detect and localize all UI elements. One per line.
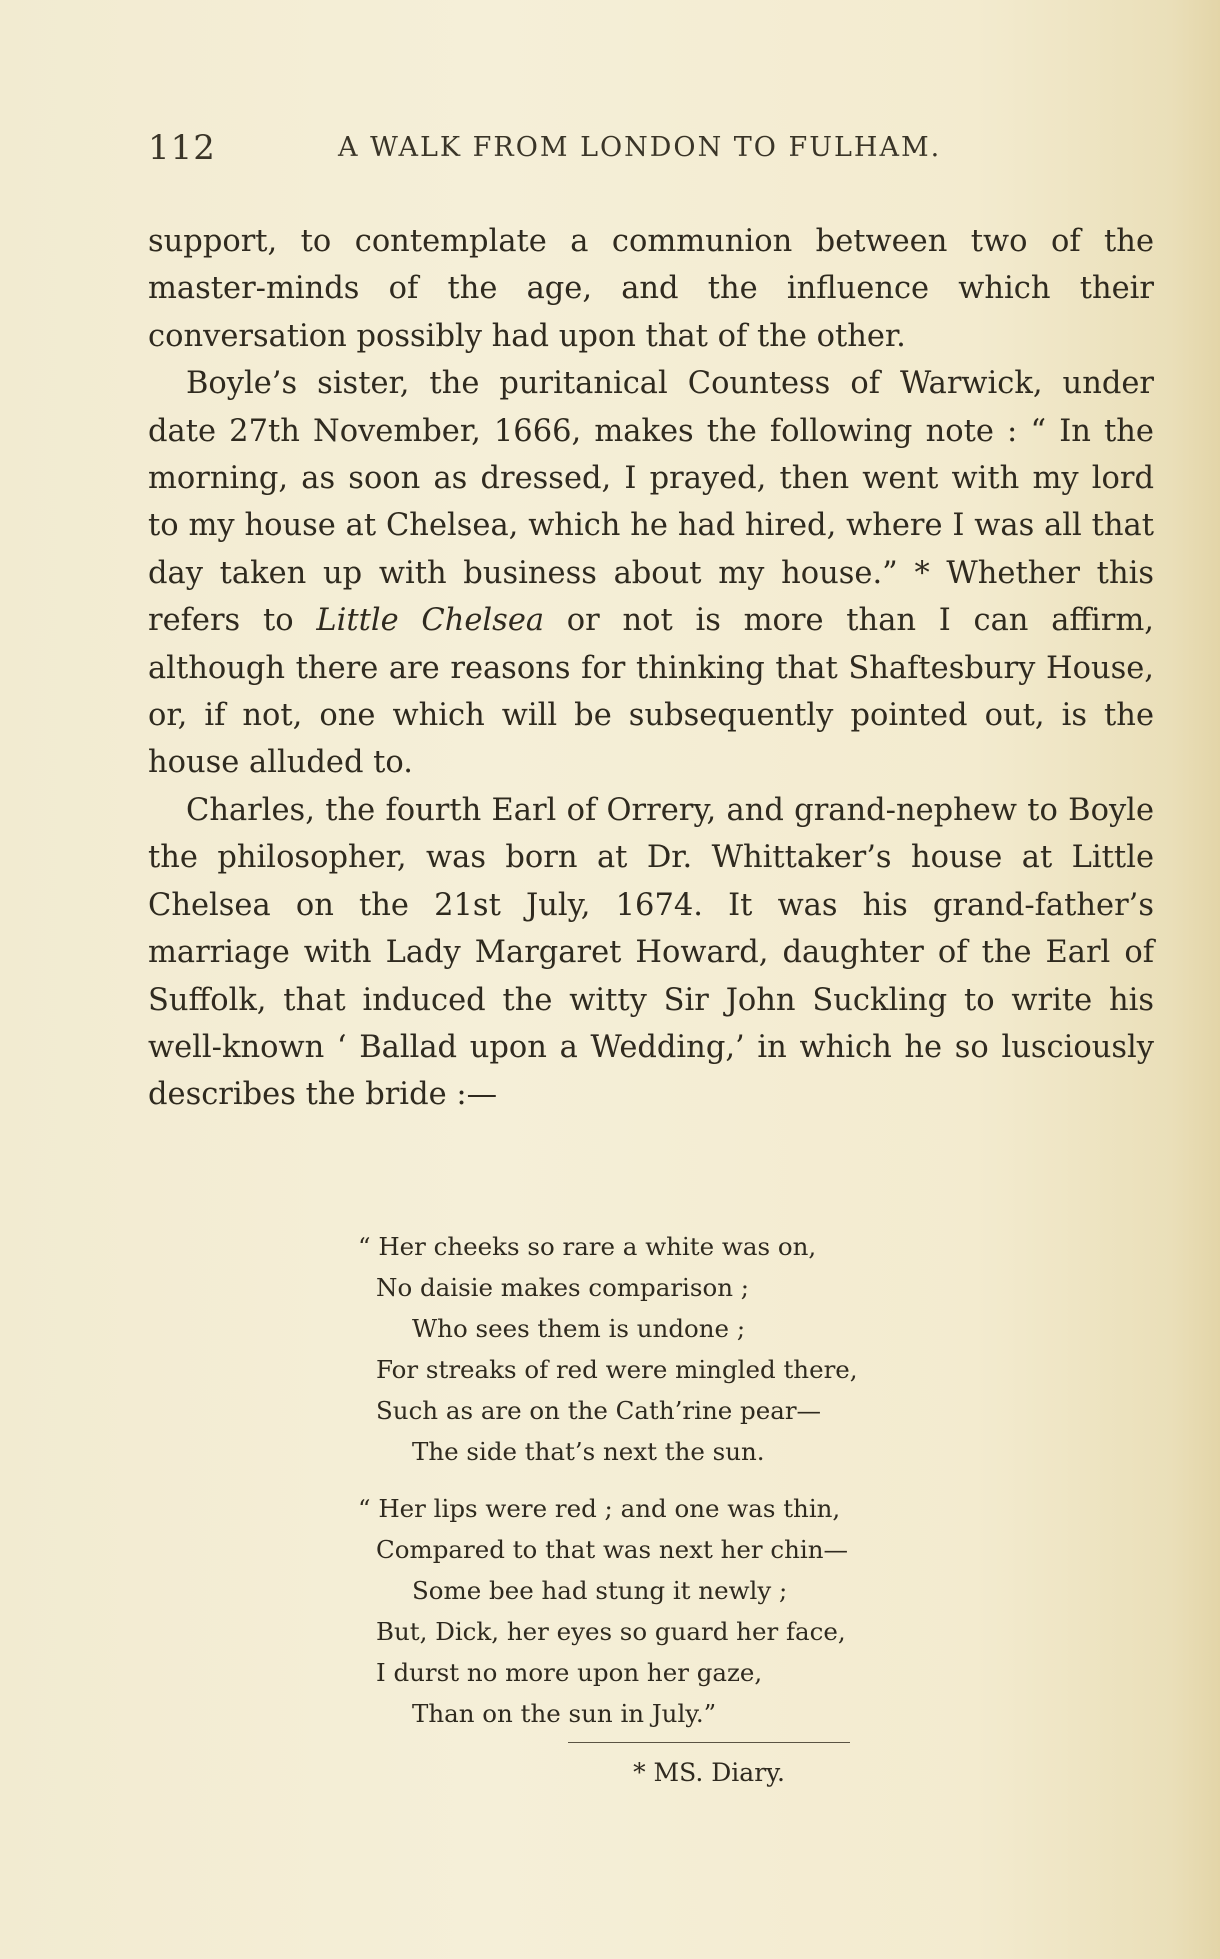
ballad-verse: [358, 1226, 1058, 1750]
page-header: [148, 128, 1148, 178]
verse-line: But, Dick, her eyes so guard her face,: [376, 1617, 846, 1646]
verse-line: “ Her lips were red ; and one was thin,: [358, 1494, 841, 1523]
paragraph-2-part-a: Boyle’s sister, the puritanical Countess of Warwick, under date 27th November, 1666, makes the following note : “ In the morning, as soon as dressed, I prayed, then went with my lord to my house at Chelsea, which he had hired, where I was all that day taken up with business about my house.” * Whether this refers to: [148, 366, 1154, 639]
verse-line: Compared to that was next her chin—: [376, 1535, 849, 1564]
verse-line: The side that’s next the sun.: [412, 1437, 765, 1466]
verse-line: Such as are on the Cath’rine pear—: [376, 1396, 822, 1425]
verse-line: I durst no more upon her gaze,: [376, 1658, 763, 1687]
footnote-divider: [568, 1742, 850, 1743]
verse-line: For streaks of red were mingled there,: [376, 1355, 858, 1384]
verse-line: “ Her cheeks so rare a white was on,: [358, 1232, 817, 1261]
verse-line: No daisie makes comparison ;: [376, 1273, 750, 1302]
paragraph-2: [148, 360, 1154, 787]
verse-line: Than on the sun in July.”: [412, 1699, 717, 1728]
paragraph-3: Charles, the fourth Earl of Orrery, and grand-nephew to Boyle the philosopher, was born at Dr. Whittaker’s house at Little Chelsea on the 21st July, 1674. It was his grand-father’s marriage with Lady Margaret Howard, daughter of the Earl of Suffolk, that induced the witty Sir John Suckling to write his well-known ‘ Ballad upon a Wedding,’ in which he so lusciously describes the bride :—: [148, 792, 1154, 1113]
running-head: A WALK FROM LONDON TO FULHAM.: [338, 132, 942, 163]
footnote: * MS. Diary.: [633, 1758, 785, 1787]
paragraph-1: support, to contemplate a communion between two of the master-minds of the age, and the influence which their conversation possibly had upon that of the other.: [148, 224, 1154, 354]
stanza-2: [358, 1488, 1058, 1734]
stanza-1: [358, 1226, 1058, 1472]
page-number: 112: [148, 128, 216, 168]
italic-place-name: Little Chelsea: [316, 603, 545, 639]
verse-line: Who sees them is undone ;: [412, 1314, 746, 1343]
paragraph-2-part-b: or not is more than I can affirm, although there are reasons for thinking that Shaftesbury House, or, if not, one which will be subsequently pointed out, is the house alluded to.: [148, 603, 1154, 781]
body-text: [148, 218, 1154, 1119]
verse-line: Some bee had stung it newly ;: [412, 1576, 788, 1605]
